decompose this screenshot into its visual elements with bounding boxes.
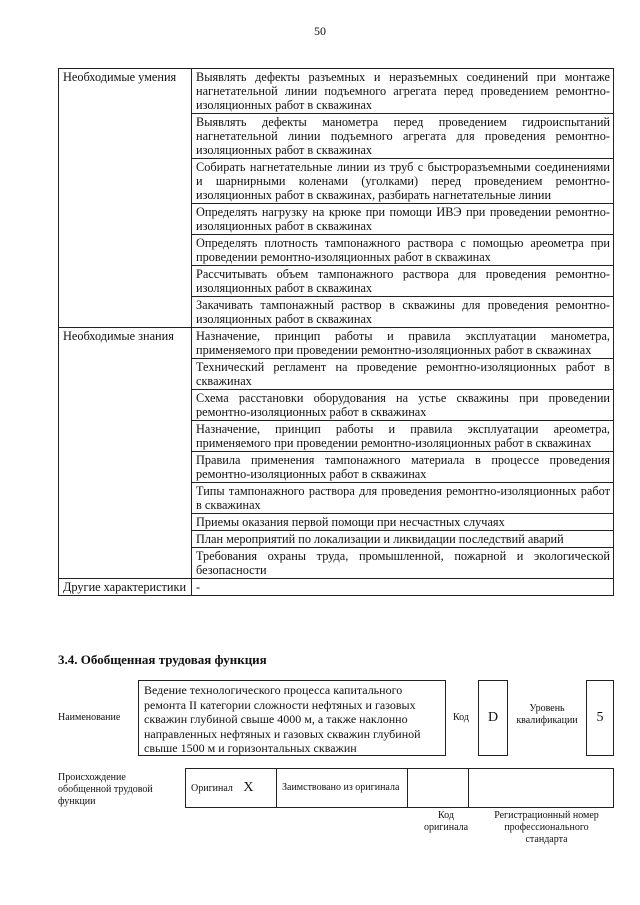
page-number: 50 [314, 24, 326, 38]
requirements-table [58, 68, 614, 596]
section-title: 3.4. Обобщенная трудовая функция [58, 652, 267, 667]
knowledge-label: Необходимые знания [59, 328, 192, 579]
other-value: - [192, 579, 614, 596]
skills-label: Необходимые умения [59, 69, 192, 328]
level-value: 5 [586, 680, 614, 756]
original-label: Оригинал [191, 782, 233, 794]
knowledge-item: Требования охраны труда, промышленной, пожарной и экологической безопасности [192, 548, 614, 579]
knowledge-item: Приемы оказания первой помощи при несчастных случаях [192, 514, 614, 531]
table-row [59, 579, 614, 596]
skill-item: Собирать нагнетательные линии из труб с быстроразъемными соединениями и шарнирными коленами (уголками) перед проведением ремонтно-изоляционных работ в скважинах, разбирать нагнетательные линии [192, 159, 614, 204]
borrowed-label: Заимствовано из оригинала [277, 769, 408, 808]
name-label: Наименование [58, 712, 121, 723]
origin-original-cell [186, 769, 277, 808]
code-value: D [478, 680, 508, 756]
name-value: Ведение технологического процесса капитального ремонта II категории сложности нефтяных и газовых скважин глубиной свыше 4000 м, а также наклонно направленных нефтяных и газовых скважин глубиной свыше 1500 м и горизонтальных скважин [138, 680, 446, 756]
knowledge-item: План мероприятий по локализации и ликвидации последствий аварий [192, 531, 614, 548]
knowledge-item: Типы тампонажного раствора для проведения ремонтно-изоляционных работ в скважинах [192, 483, 614, 514]
knowledge-item: Схема расстановки оборудования на устье скважины при проведении ремонтно-изоляционных работ в скважинах [192, 390, 614, 421]
origin-table [185, 768, 614, 808]
knowledge-item: Назначение, принцип работы и правила эксплуатации ареометра, применяемого при проведении ремонтно-изоляционных работ в скважинах [192, 421, 614, 452]
knowledge-item: Назначение, принцип работы и правила эксплуатации манометра, применяемого при проведении ремонтно-изоляционных работ в скважинах [192, 328, 614, 359]
origin-label: Происхождение обобщенной трудовой функции [58, 772, 153, 807]
skill-item: Выявлять дефекты манометра перед проведением гидроиспытаний нагнетательной линии подъемного агрегата для проведения ремонтно-изоляционных работ в скважинах [192, 114, 614, 159]
table-row [59, 328, 614, 359]
skill-item: Определять плотность тампонажного раствора с помощью ареометра при проведении ремонтно-изоляционных работ в скважинах [192, 235, 614, 266]
level-label: Уровень квалификации [516, 703, 578, 726]
reg-number-label: Регистрационный номер профессионального стандарта [494, 810, 599, 845]
original-mark: X [243, 779, 254, 795]
skill-item: Рассчитывать объем тампонажного раствора для проведения ремонтно-изоляционных работ в скважинах [192, 266, 614, 297]
knowledge-item: Технический регламент на проведение ремонтно-изоляционных работ в скважинах [192, 359, 614, 390]
skill-item: Закачивать тампонажный раствор в скважины для проведения ремонтно-изоляционных работ в скважинах [192, 297, 614, 328]
code-label: Код [453, 712, 469, 723]
knowledge-item: Правила применения тампонажного материала в процессе проведения ремонтно-изоляционных работ в скважинах [192, 452, 614, 483]
other-label: Другие характеристики [59, 579, 192, 596]
reg-number-cell [469, 769, 614, 808]
skill-item: Определять нагрузку на крюке при помощи ИВЭ при проведении ремонтно-изоляционных работ в скважинах [192, 204, 614, 235]
table-row [186, 769, 614, 808]
skill-item: Выявлять дефекты разъемных и неразъемных соединений при монтаже нагнетательной линии подъемного агрегата перед проведением ремонтно-изоляционных работ в скважинах [192, 69, 614, 114]
code-original-cell [408, 769, 469, 808]
table-row [59, 69, 614, 114]
code-original-label: Код оригинала [423, 810, 469, 833]
